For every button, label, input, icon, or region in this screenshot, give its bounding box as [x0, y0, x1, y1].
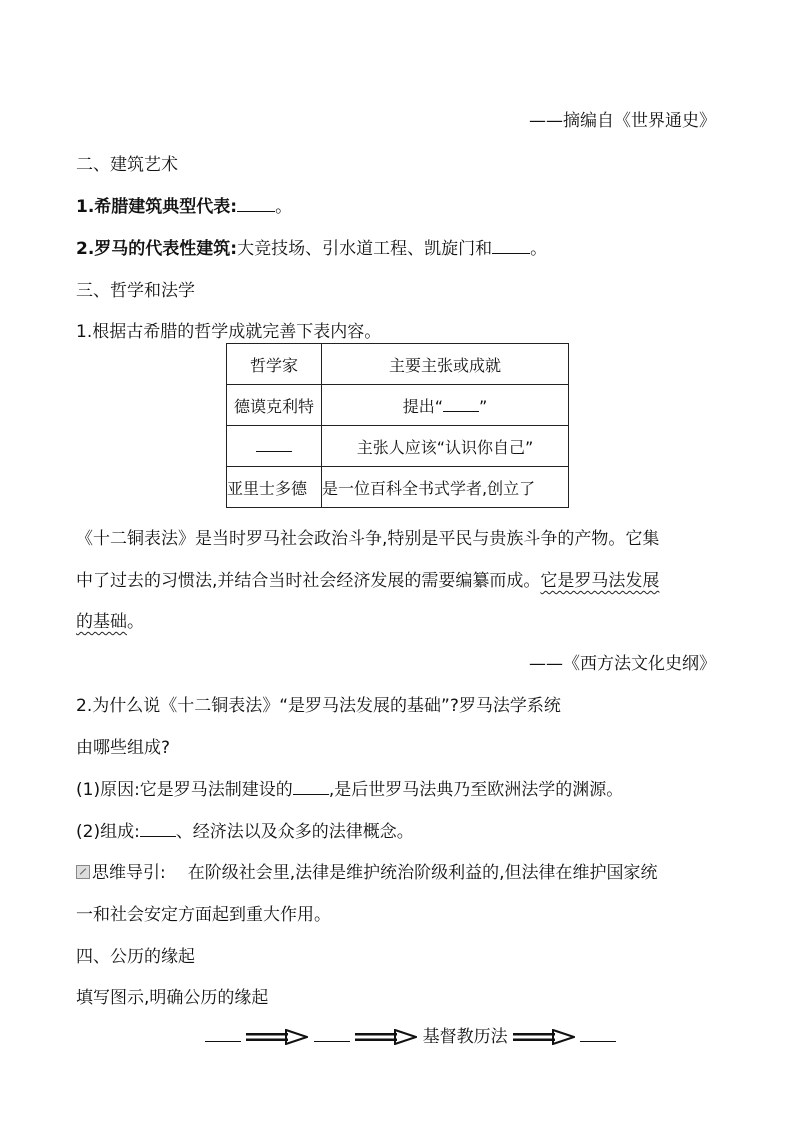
- philosophy-table: [226, 343, 569, 508]
- thinking-guide-line-1: [76, 858, 658, 883]
- answer-blank[interactable]: [443, 410, 479, 412]
- section-2-title: 二、建筑艺术: [76, 155, 178, 175]
- table-cell-philosopher: 亚里士多德: [227, 467, 322, 508]
- question-roman-architecture: [76, 234, 547, 259]
- quote-emphasis: 它是罗马法发展: [540, 571, 660, 591]
- greek-architecture-label: 1.希腊建筑典型代表:: [76, 197, 238, 217]
- question-1-instruction: 1.根据古希腊的哲学成就完善下表内容。: [76, 322, 382, 342]
- quote-emphasis: 的基础: [76, 612, 127, 632]
- answer-blank[interactable]: [492, 252, 530, 254]
- thinking-guide-line-2: 一和社会安定方面起到重大作用。: [76, 905, 331, 925]
- table-header-row: [227, 344, 569, 385]
- table-cell-philosopher: [227, 426, 322, 467]
- source-citation-world-history: ——摘编自《世界通史》: [529, 111, 716, 131]
- double-arrow-icon: [246, 1029, 308, 1045]
- answer-1-reason: [76, 775, 623, 800]
- flow-blank-3[interactable]: [580, 1040, 616, 1042]
- section-4-instruction: 填写图示,明确公历的缘起: [76, 988, 269, 1008]
- roman-architecture-label: 2.罗马的代表性建筑:: [76, 239, 238, 259]
- question-2-line-1: 2.为什么说《十二铜表法》“是罗马法发展的基础”?罗马法学系统: [76, 696, 561, 716]
- answer-blank[interactable]: [256, 450, 292, 452]
- table-cell-achievement: 是一位百科全书式学者,创立了: [322, 467, 569, 508]
- answer-text: (1)原因:它是罗马法制建设的: [76, 780, 293, 800]
- table-row: [227, 385, 569, 426]
- table-cell-philosopher: 德谟克利特: [227, 385, 322, 426]
- table-header: 主要主张或成就: [322, 344, 569, 385]
- punctuation: 。: [127, 612, 144, 632]
- table-cell-achievement: [322, 385, 569, 426]
- table-row: [227, 426, 569, 467]
- question-2-line-2: 由哪些组成?: [76, 738, 171, 758]
- cell-text: ”: [479, 396, 488, 416]
- punctuation: 。: [275, 197, 293, 217]
- punctuation: 。: [530, 239, 548, 259]
- answer-text: (2)组成:: [76, 822, 140, 842]
- note-icon: [76, 865, 90, 879]
- answer-2-composition: [76, 817, 414, 842]
- quote-line-1: 《十二铜表法》是当时罗马社会政治斗争,特别是平民与贵族斗争的产物。它集: [76, 529, 660, 549]
- double-arrow-icon: [355, 1029, 417, 1045]
- question-greek-architecture: [76, 192, 292, 217]
- quote-line-3: [76, 607, 144, 632]
- calendar-origin-flow: [205, 1022, 616, 1047]
- flow-christian-calendar: 基督教历法: [422, 1027, 508, 1047]
- source-citation-western-law: ——《西方法文化史纲》: [529, 654, 716, 674]
- flow-blank-1[interactable]: [205, 1040, 241, 1042]
- answer-text: ,是后世罗马法典乃至欧洲法学的渊源。: [328, 780, 624, 800]
- section-4-title: 四、公历的缘起: [76, 947, 195, 967]
- answer-text: 、经济法以及众多的法律概念。: [175, 822, 414, 842]
- quote-text: 中了过去的习惯法,并结合当时社会经济发展的需要编纂而成。: [76, 571, 541, 591]
- cell-text: 提出“: [402, 396, 443, 416]
- answer-blank[interactable]: [293, 793, 329, 795]
- flow-blank-2[interactable]: [314, 1040, 350, 1042]
- table-row: [227, 467, 569, 508]
- table-cell-achievement: 主张人应该“认识你自己”: [322, 426, 569, 467]
- roman-architecture-text: 大竞技场、引水道工程、凯旋门和: [237, 239, 493, 259]
- answer-blank[interactable]: [140, 835, 176, 837]
- section-3-title: 三、哲学和法学: [76, 281, 195, 301]
- answer-blank[interactable]: [237, 210, 275, 212]
- quote-line-2: [76, 566, 659, 591]
- table-header: 哲学家: [227, 344, 322, 385]
- thinking-guide-label: 思维导引:: [92, 863, 166, 883]
- thinking-guide-text: 在阶级社会里,法律是维护统治阶级利益的,但法律在维护国家统: [187, 863, 658, 883]
- double-arrow-icon: [513, 1029, 575, 1045]
